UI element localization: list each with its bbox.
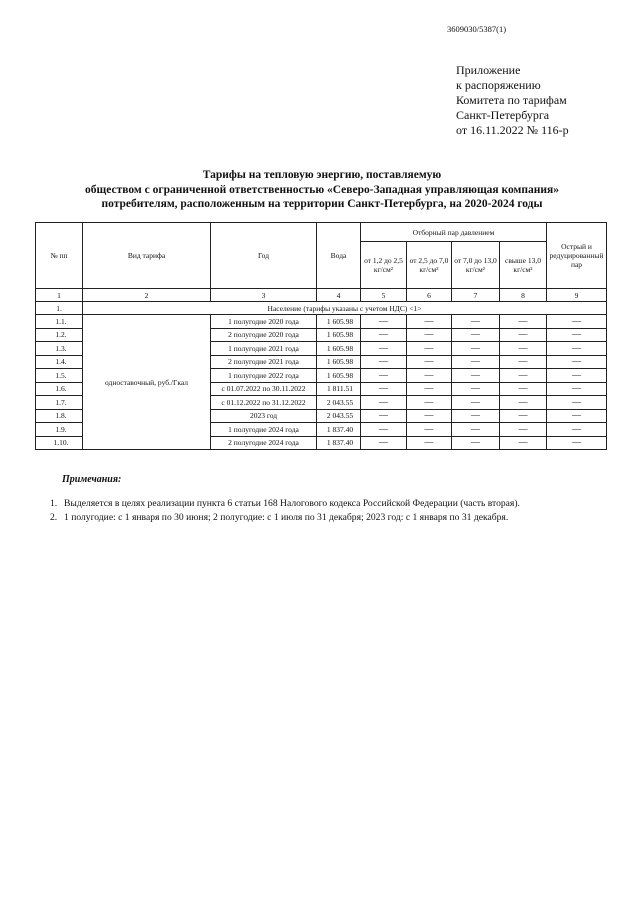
appendix-line: Приложение: [456, 63, 521, 77]
column-number: 4: [317, 289, 361, 302]
empty-dash: —: [361, 436, 407, 450]
header-steam-group: Отборный пар давлением: [361, 223, 547, 242]
empty-dash: —: [361, 369, 407, 383]
empty-dash: —: [547, 355, 607, 369]
water-tariff: 1 605.98: [317, 328, 361, 342]
header-water: Вода: [317, 223, 361, 289]
water-tariff: 1 605.98: [317, 342, 361, 356]
empty-dash: —: [361, 423, 407, 437]
row-period: 2 полугодие 2020 года: [211, 328, 317, 342]
empty-dash: —: [547, 342, 607, 356]
row-number: 1.10.: [36, 436, 83, 450]
row-period: 1 полугодие 2021 года: [211, 342, 317, 356]
empty-dash: —: [407, 436, 452, 450]
header-pressure-4: свыше 13,0 кг/см²: [500, 242, 547, 289]
empty-dash: —: [361, 355, 407, 369]
section-number: 1.: [36, 302, 83, 315]
column-number: 7: [452, 289, 500, 302]
water-tariff: 1 837.40: [317, 423, 361, 437]
empty-dash: —: [500, 369, 547, 383]
empty-dash: —: [407, 355, 452, 369]
empty-dash: —: [500, 409, 547, 423]
empty-dash: —: [547, 382, 607, 396]
tariff-type: одноставочный, руб./Гкал: [83, 315, 211, 450]
row-period: 2 полугодие 2024 года: [211, 436, 317, 450]
header-pressure-2: от 2,5 до 7,0 кг/см²: [407, 242, 452, 289]
column-number: 6: [407, 289, 452, 302]
row-period: с 01.07.2022 по 30.11.2022: [211, 382, 317, 396]
water-tariff: 1 837.40: [317, 436, 361, 450]
empty-dash: —: [547, 423, 607, 437]
water-tariff: 2 043.55: [317, 396, 361, 410]
note-text: 1 полугодие: с 1 января по 30 июня; 2 полугодие: с 1 июля по 31 декабря; 2023 год: с 1 января по 31 декабря.: [64, 512, 509, 523]
water-tariff: 1 605.98: [317, 355, 361, 369]
empty-dash: —: [452, 342, 500, 356]
empty-dash: —: [500, 315, 547, 329]
column-number: 2: [83, 289, 211, 302]
empty-dash: —: [547, 328, 607, 342]
header-pressure-3: от 7,0 до 13,0 кг/см²: [452, 242, 500, 289]
appendix-line: к распоряжению: [456, 78, 541, 92]
column-number: 9: [547, 289, 607, 302]
notes-list: [50, 497, 520, 525]
note-number: 2.: [50, 512, 58, 523]
tariffs-table: [35, 222, 607, 450]
empty-dash: —: [361, 342, 407, 356]
title-line: Тарифы на тепловую энергию, поставляемую: [202, 169, 442, 181]
empty-dash: —: [407, 342, 452, 356]
document-number: 3609030/5387(1): [447, 24, 507, 34]
empty-dash: —: [361, 315, 407, 329]
column-number: 5: [361, 289, 407, 302]
empty-dash: —: [452, 436, 500, 450]
empty-dash: —: [500, 423, 547, 437]
row-period: 1 полугодие 2024 года: [211, 423, 317, 437]
empty-dash: —: [361, 328, 407, 342]
row-period: 2 полугодие 2021 года: [211, 355, 317, 369]
row-period: 2023 год: [211, 409, 317, 423]
water-tariff: 1 811.51: [317, 382, 361, 396]
empty-dash: —: [547, 409, 607, 423]
appendix-line: Санкт-Петербурга: [456, 108, 550, 122]
empty-dash: —: [452, 369, 500, 383]
empty-dash: —: [452, 355, 500, 369]
note-item: [50, 511, 520, 525]
row-number: 1.6.: [36, 382, 83, 396]
header-no: № пп: [36, 223, 83, 289]
empty-dash: —: [407, 382, 452, 396]
empty-dash: —: [361, 409, 407, 423]
row-number: 1.5.: [36, 369, 83, 383]
empty-dash: —: [361, 382, 407, 396]
appendix-line: Комитета по тарифам: [456, 93, 567, 107]
header-type: Вид тарифа: [83, 223, 211, 289]
empty-dash: —: [547, 396, 607, 410]
empty-dash: —: [547, 315, 607, 329]
notes-title: Примечания:: [62, 474, 122, 485]
empty-dash: —: [407, 369, 452, 383]
row-number: 1.9.: [36, 423, 83, 437]
section-label: Население (тарифы указаны с учетом НДС) <1>: [83, 302, 607, 315]
appendix-block: [456, 63, 569, 138]
appendix-line: от 16.11.2022 № 116-р: [456, 123, 569, 137]
column-number: 1: [36, 289, 83, 302]
header-pressure-1: от 1,2 до 2,5 кг/см²: [361, 242, 407, 289]
note-item: [50, 497, 520, 511]
row-period: 1 полугодие 2022 года: [211, 369, 317, 383]
row-number: 1.4.: [36, 355, 83, 369]
empty-dash: —: [500, 355, 547, 369]
header-year: Год: [211, 223, 317, 289]
empty-dash: —: [500, 382, 547, 396]
empty-dash: —: [407, 396, 452, 410]
title-line: потребителям, расположенным на территории Санкт-Петербурга, на 2020-2024 годы: [101, 198, 543, 210]
empty-dash: —: [452, 396, 500, 410]
row-period: с 01.12.2022 по 31.12.2022: [211, 396, 317, 410]
empty-dash: —: [407, 423, 452, 437]
empty-dash: —: [452, 315, 500, 329]
water-tariff: 2 043.55: [317, 409, 361, 423]
row-number: 1.2.: [36, 328, 83, 342]
empty-dash: —: [500, 328, 547, 342]
empty-dash: —: [547, 369, 607, 383]
column-number: 8: [500, 289, 547, 302]
empty-dash: —: [452, 328, 500, 342]
column-number: 3: [211, 289, 317, 302]
table-row: [36, 315, 607, 329]
title-line: обществом с ограниченной ответственностью «Северо-Западная управляющая компания»: [85, 183, 559, 196]
row-number: 1.1.: [36, 315, 83, 329]
note-text: Выделяется в целях реализации пункта 6 статьи 168 Налогового кодекса Российской Федерации (часть вторая).: [64, 498, 520, 509]
row-number: 1.8.: [36, 409, 83, 423]
empty-dash: —: [452, 409, 500, 423]
empty-dash: —: [452, 423, 500, 437]
document-title: [40, 168, 604, 212]
empty-dash: —: [500, 436, 547, 450]
row-number: 1.7.: [36, 396, 83, 410]
empty-dash: —: [407, 328, 452, 342]
water-tariff: 1 605.98: [317, 369, 361, 383]
row-period: 1 полугодие 2020 года: [211, 315, 317, 329]
water-tariff: 1 605.98: [317, 315, 361, 329]
empty-dash: —: [547, 436, 607, 450]
empty-dash: —: [407, 315, 452, 329]
empty-dash: —: [500, 342, 547, 356]
header-sharp-steam: Острый и редуцированный пар: [547, 223, 607, 289]
empty-dash: —: [452, 382, 500, 396]
row-number: 1.3.: [36, 342, 83, 356]
empty-dash: —: [361, 396, 407, 410]
empty-dash: —: [407, 409, 452, 423]
empty-dash: —: [500, 396, 547, 410]
note-number: 1.: [50, 498, 58, 509]
